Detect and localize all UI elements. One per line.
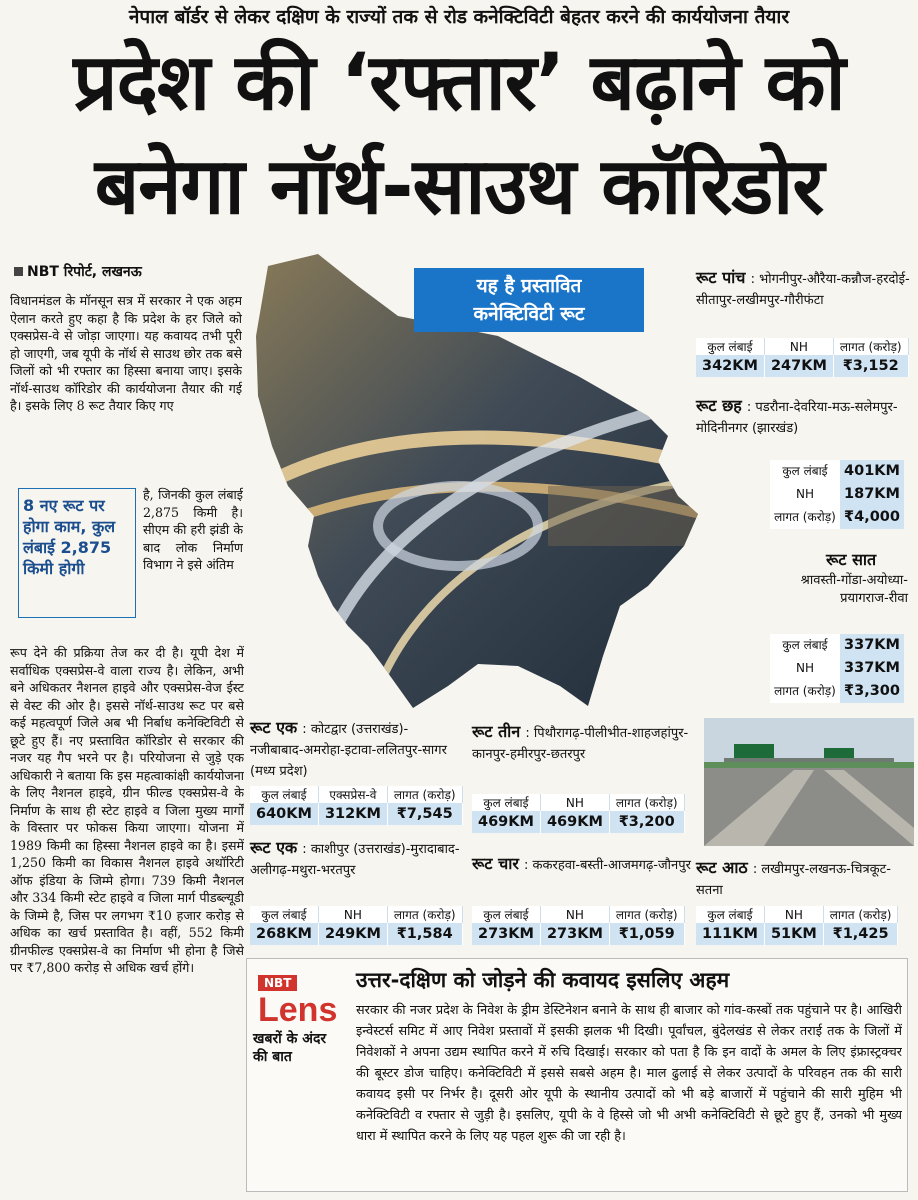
stat-label: कुल लंबाई — [250, 786, 318, 803]
lens-title: उत्तर-दक्षिण को जोड़ने की कवायद इसलिए अहम — [356, 968, 730, 992]
stat-label: कुल लंबाई — [770, 634, 840, 657]
stat-label: NH — [540, 794, 609, 811]
stat-value: ₹3,300 — [840, 680, 904, 703]
route-three-name: रूट तीन — [472, 722, 521, 741]
route-eight-desc: लखीमपुर-लखनऊ-चित्रकूट-सतना — [696, 862, 891, 898]
lens-caption: खबरों के अंदर की बात — [253, 1031, 327, 1065]
stat-value: 640KM — [250, 803, 318, 825]
stat-label: लागत (करोड़) — [833, 338, 908, 355]
route-one-b-block: रूट एक : काशीपुर (उत्तराखंड)-मुरादाबाद-अलीगढ़-मथुरा-भरतपुर — [250, 838, 460, 878]
route-six-name: रूट छह — [696, 396, 742, 415]
lens-logo-top: NBT — [258, 975, 297, 991]
article-paragraph-1: विधानमंडल के मॉनसून सत्र में सरकार ने एक अहम ऐलान करते हुए कहा है कि प्रदेश के हर जिले को एक्सप्रेस-वे से जोड़ा जाएगा। यह कवायद तभी पूरी हो जाएगी, जब यूपी के नॉर्थ से साउथ छोर तक बसे जिलों को भी रफ्तार का हिस्सा बनाया जाए। इसके नॉर्थ-साउथ कॉरिडोर की कार्ययोजना तैयार की गई है। इसके लिए 8 रूट तैयार किए गए — [10, 293, 242, 413]
route-eight-name: रूट आठ — [696, 858, 748, 877]
stat-label: लागत (करोड़) — [823, 906, 898, 923]
route-three-desc: पिथौरागढ़-पीलीभीत-शाहजहांपुर-कानपुर-हमीरपुर-छतरपुर — [472, 726, 689, 762]
stat-label: कुल लंबाई — [770, 460, 840, 483]
route-four-name: रूट चार — [472, 854, 519, 873]
stat-label: NH — [764, 338, 833, 355]
route-five-name: रूट पांच — [696, 268, 746, 287]
route-seven-name: रूट सात — [826, 550, 877, 569]
stat-value: 312KM — [318, 803, 387, 825]
stat-value: ₹7,545 — [387, 803, 462, 825]
article-paragraph-2: है, जिनकी कुल लंबाई 2,875 किमी है। सीएम की हरी झंडी के बाद लोक निर्माण विभाग ने इसे अंतिम — [143, 487, 243, 572]
stat-label: लागत (करोड़) — [770, 506, 840, 529]
route-eight-block: रूट आठ : लखीमपुर-लखनऊ-चित्रकूट-सतना — [696, 858, 891, 898]
stat-value: 273KM — [540, 923, 609, 945]
stat-label: लागत (करोड़) — [609, 906, 684, 923]
stat-value: 51KM — [764, 923, 823, 945]
stat-value: 469KM — [472, 811, 540, 833]
headline-line-1: प्रदेश की ‘रफ्तार’ बढ़ाने को — [73, 38, 845, 128]
stat-value: ₹1,059 — [609, 923, 684, 945]
stat-value: 247KM — [764, 355, 833, 377]
byline-text: NBT रिपोर्ट, लखनऊ — [27, 264, 142, 280]
stat-value: ₹3,200 — [609, 811, 684, 833]
stat-value: ₹1,425 — [823, 923, 898, 945]
stat-value: ₹3,152 — [833, 355, 908, 377]
route-one-block: रूट एक : कोटद्वार (उत्तराखंड)-नजीबाबाद-अमरोहा-इटावा-ललितपुर-सागर (मध्य प्रदेश) — [250, 718, 447, 779]
stat-value: 469KM — [540, 811, 609, 833]
stat-value: 249KM — [318, 923, 387, 945]
stat-value: ₹4,000 — [840, 506, 904, 529]
stat-label: कुल लंबाई — [250, 906, 318, 923]
kicker-headline: नेपाल बॉर्डर से लेकर दक्षिण के राज्यों तक से रोड कनेक्टिविटी बेहतर करने की कार्ययोजना तैयार — [128, 6, 790, 28]
stat-label: एक्सप्रेस-वे — [318, 786, 387, 803]
stat-label: NH — [770, 657, 840, 680]
route-one-name: रूट एक — [250, 718, 298, 737]
route-one-b-stats — [250, 906, 463, 945]
route-six-stats — [770, 460, 904, 529]
lens-body: सरकार की नजर प्रदेश के निवेश के ड्रीम डेस्टिनेशन बनाने के साथ ही बाजार को गांव-कस्बों तक पहुंचाने पर है। आखिरी इन्वेस्टर्स समिट में आए निवेश प्रस्तावों में इसकी झलक भी दिखी। पूर्वांचल, बुंदेलखंड से लेकर तराई तक के जिलों में निवेशकों ने अपना उद्यम स्थापित करने में रुचि दिखाई। सरकार को पता है कि इन वादों के अमल के लिए इंफ्रास्ट्रक्चर की बूस्टर डोज चाहिए। कनेक्टिविटी में इससे सबसे अहम है। माल ढुलाई से लेकर उत्पादों के परिवहन तक की सारी कवायद इसी पर निर्भर है। दूसरी ओर यूपी के स्थानीय उत्पादों को भी बड़े बाजारों में पहुंचाने की सारी मुहिम भी कनेक्टिविटी व रफ्तार से जुड़ी है। इसलिए, यूपी के वे हिस्से जो भी अभी कनेक्टिविटी से छूटे हुए हैं, उनको भी मुख्य धारा में स्थापित करने के लिए यह पहल शुरू की जा रही है। — [356, 1003, 902, 1144]
nbt-lens-logo — [258, 972, 342, 1028]
route-one-b-name: रूट एक — [250, 838, 298, 857]
stat-value: 111KM — [696, 923, 764, 945]
headline-line-2: बनेगा नॉर्थ-साउथ कॉरिडोर — [94, 142, 824, 232]
route-three-block: रूट तीन : पिथौरागढ़-पीलीभीत-शाहजहांपुर-कानपुर-हमीरपुर-छतरपुर — [472, 722, 689, 762]
stat-label: लागत (करोड़) — [387, 786, 462, 803]
route-five-block: रूट पांच : भोगनीपुर-औरैया-कन्नौज-हरदोई-सीतापुर-लखीमपुर-गौरीफंटा — [696, 268, 910, 308]
stat-value: ₹1,584 — [387, 923, 462, 945]
route-three-stats — [472, 794, 685, 833]
stat-label: कुल लंबाई — [472, 906, 540, 923]
route-five-desc: भोगनीपुर-औरैया-कन्नौज-हरदोई-सीतापुर-लखीमपुर-गौरीफंटा — [696, 272, 910, 308]
stat-label: लागत (करोड़) — [770, 680, 840, 703]
stat-label: कुल लंबाई — [472, 794, 540, 811]
byline — [14, 262, 142, 281]
stat-label: लागत (करोड़) — [609, 794, 684, 811]
map-label — [414, 268, 644, 332]
stat-value: 187KM — [840, 483, 904, 506]
route-one-desc: कोटद्वार (उत्तराखंड)-नजीबाबाद-अमरोहा-इटावा-ललितपुर-सागर (मध्य प्रदेश) — [250, 722, 447, 779]
route-six-desc: पडरौना-देवरिया-मऊ-सलेमपुर-मोदिनीनगर (झारखंड) — [696, 400, 898, 436]
byline-marker — [14, 267, 23, 276]
route-eight-stats — [696, 906, 898, 945]
stat-value: 342KM — [696, 355, 764, 377]
lens-logo-word: Lens — [258, 991, 338, 1029]
map-label-line-2: कनेक्टिविटी रूट — [473, 303, 585, 325]
article-paragraph-3: रूप देने की प्रक्रिया तेज कर दी है। यूपी देश में सर्वाधिक एक्सप्रेस-वे वाला राज्य है। लेकिन, अभी बने अधिकतर नैशनल हाइवे और एक्सप्रेस-वेज ईस्ट से वेस्ट की ओर है। इससे नॉर्थ-साउथ रूट पर बसे कई महत्वपूर्ण जिले अब भी निर्बाध कनेक्टिविटी से छूटे हुए हैं। नए प्रस्तावित कॉरिडोर से सरकार की नजर यह गैप भरने पर है। परियोजना से जुड़े एक अधिकारी ने बताया कि इस महत्वाकांक्षी कार्ययोजना के लिए नैशनल हाइवे, ग्रीन फील्ड एक्सप्रेस-वे के निर्माण के साथ ही स्टेट हाइवे व जिला मुख्य मार्गों के विस्तार पर फोकस किया जाएगा। योजना में 1989 किमी का हिस्सा नैशनल हाइवे का है। इसमें 1,250 किमी का विकास नैशनल हाइवे अथॉरिटी ऑफ इंडिया के जिम्मे होगा। 739 किमी नैशनल और 334 किमी स्टेट हाइवे व जिला मार्ग पीडब्ल्यूडी के जिम्मे है, जिस पर लगभग ₹10 हजार करोड़ से अधिक का खर्च प्रस्तावित है। वहीं, 552 किमी ग्रीनफील्ड एक्सप्रेस-वे का निर्माण भी होना है जिसे पर ₹7,800 करोड़ से अधिक खर्च होंगे। — [10, 645, 244, 975]
route-five-stats — [696, 338, 909, 377]
stat-label: NH — [318, 906, 387, 923]
stat-label: NH — [770, 483, 840, 506]
route-seven-desc: श्रावस्ती-गोंडा-अयोध्या-प्रयागराज-रीवा — [800, 573, 908, 606]
stat-value: 268KM — [250, 923, 318, 945]
stat-label: कुल लंबाई — [696, 906, 764, 923]
stat-label: लागत (करोड़) — [387, 906, 462, 923]
route-six-block: रूट छह : पडरौना-देवरिया-मऊ-सलेमपुर-मोदिनीनगर (झारखंड) — [696, 396, 898, 436]
stat-label: कुल लंबाई — [696, 338, 764, 355]
route-seven-stats — [770, 634, 904, 703]
pull-quote: 8 नए रूट पर होगा काम, कुल लंबाई 2,875 किमी होगी — [18, 488, 136, 618]
highway-photo — [704, 718, 914, 846]
map-label-line-1: यह है प्रस्तावित — [476, 275, 582, 297]
stat-value: 337KM — [840, 634, 904, 657]
route-four-block: रूट चार : ककरहवा-बस्ती-आजमगढ़-जौनपुर — [472, 854, 691, 873]
stat-label: NH — [764, 906, 823, 923]
stat-value: 273KM — [472, 923, 540, 945]
route-four-stats — [472, 906, 685, 945]
route-four-desc: ककरहवा-बस्ती-आजमगढ़-जौनपुर — [532, 858, 691, 873]
stat-value: 401KM — [840, 460, 904, 483]
route-one-stats — [250, 786, 463, 825]
route-one-b-desc: काशीपुर (उत्तराखंड)-मुरादाबाद-अलीगढ़-मथुरा-भरतपुर — [250, 842, 460, 878]
stat-label: NH — [540, 906, 609, 923]
stat-value: 337KM — [840, 657, 904, 680]
